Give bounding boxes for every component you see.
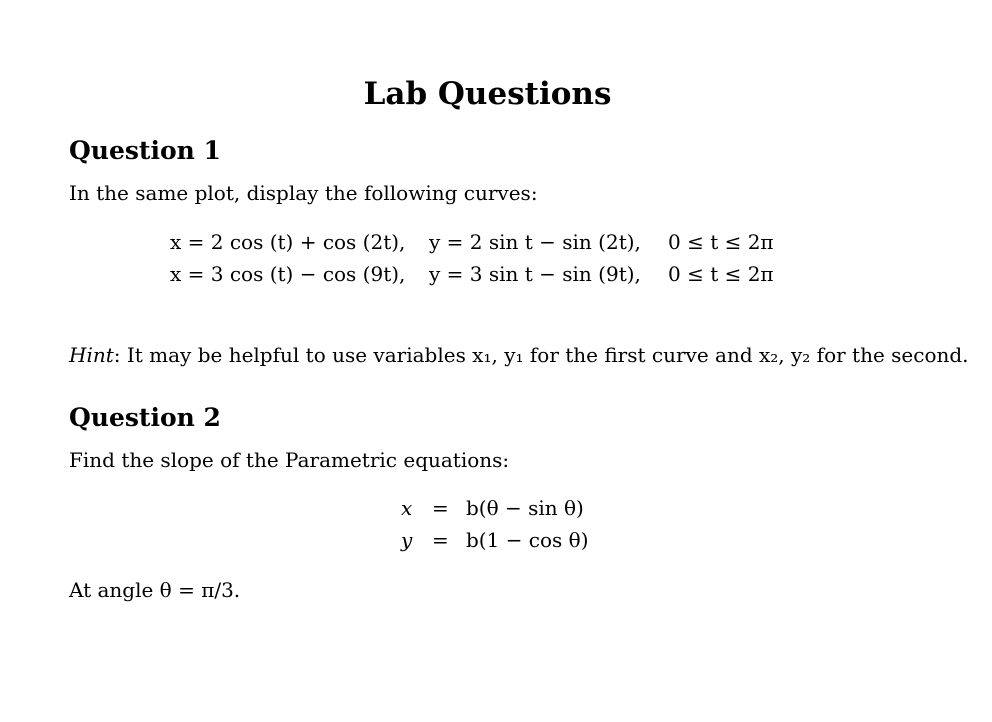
equation-1-lhs: x	[401, 496, 413, 520]
equation-2-rhs: b(1 − cos θ)	[466, 528, 589, 552]
page-title: Lab Questions	[363, 76, 612, 112]
equation-1-rhs: b(θ − sin θ)	[466, 496, 584, 520]
equation-2-lhs: y	[401, 528, 413, 552]
curve-2-range: 0 ≤ t ≤ 2π	[668, 262, 774, 286]
curve-1-y-equation: y = 2 sin t − sin (2t),	[429, 230, 641, 254]
hint-text: : It may be helpful to use variables x₁, y₁ for the first curve and x₂, y₂ for the second.	[113, 343, 969, 367]
question-1-hint	[69, 343, 969, 367]
question-2-angle: At angle θ = π/3.	[69, 578, 241, 602]
equation-1-equals: =	[432, 496, 449, 520]
curve-2-y-equation: y = 3 sin t − sin (9t),	[429, 262, 641, 286]
question-1-intro: In the same plot, display the following curves:	[69, 181, 538, 205]
curve-1-x-equation: x = 2 cos (t) + cos (2t),	[170, 230, 406, 254]
question-2-intro: Find the slope of the Parametric equations:	[69, 448, 510, 472]
hint-label: Hint	[69, 343, 114, 367]
equation-2-equals: =	[432, 528, 449, 552]
curve-1-range: 0 ≤ t ≤ 2π	[668, 230, 774, 254]
question-1-heading: Question 1	[69, 136, 221, 165]
curve-2-x-equation: x = 3 cos (t) − cos (9t),	[170, 262, 406, 286]
question-2-heading: Question 2	[69, 403, 221, 432]
